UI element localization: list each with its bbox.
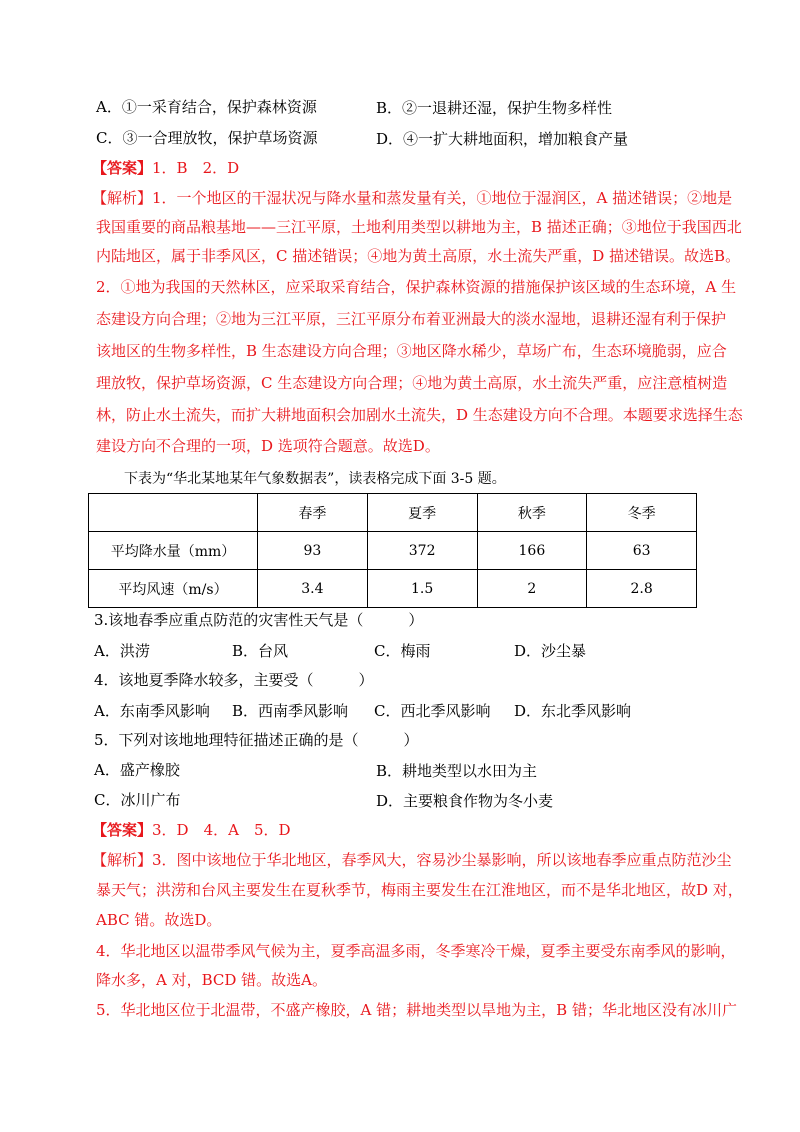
table-cell: 2.8 <box>587 570 697 608</box>
question-4-options <box>94 700 714 720</box>
analysis-line: 态建设方向合理；②地为三江平原，三江平原分布着亚洲最大的淡水湿地，退耕还湿有利于保护 <box>96 310 727 328</box>
option-c: C．梅雨 <box>374 642 431 660</box>
analysis-line: 理放牧，保护草场资源，C 生态建设方向合理；④地为黄土高原，水土流失严重，应注意植树造 <box>96 374 728 392</box>
analysis-line: 降水多，A 对，BCD 错。故选A。 <box>96 971 328 989</box>
option-d: D．主要粮食作物为冬小麦 <box>376 792 554 810</box>
option-a: A．东南季风影响 <box>94 702 210 720</box>
analysis-line: 【解析】3．图中该地位于华北地区，春季风大，容易沙尘暴影响，所以该地春季应重点防范沙尘 <box>92 851 732 869</box>
question-3-stem: 3.该地春季应重点防范的灾害性天气是（ ） <box>94 611 424 629</box>
analysis-line: 林，防止水土流失，而扩大耕地面积会加剧水土流失，D 生态建设方向不合理。本题要求选择生态 <box>96 406 743 424</box>
table-header-cell: 春季 <box>258 494 368 532</box>
question-5-stem: 5．下列对该地地理特征描述正确的是（ ） <box>94 731 419 749</box>
question-4-stem: 4．该地夏季降水较多，主要受（ ） <box>94 671 374 689</box>
option-d: D．东北季风影响 <box>514 702 632 720</box>
answer-tag: 【答案】 <box>92 821 153 839</box>
option-b: B．②一退耕还湿，保护生物多样性 <box>376 99 613 117</box>
analysis-line: 我国重要的商品粮基地——三江平原，土地利用类型以耕地为主，B 描述正确；③地位于我国西北 <box>96 218 742 236</box>
table-header-cell: 冬季 <box>587 494 697 532</box>
option-a: A．洪涝 <box>94 642 150 660</box>
analysis-line: 【解析】1．一个地区的干湿状况与降水量和蒸发量有关，①地位于湿润区，A 描述错误；②地是 <box>92 189 733 207</box>
answer-text: 3．D 4．A 5．D <box>152 821 291 839</box>
analysis-line: 该地区的生物多样性，B 生态建设方向合理；③地区降水稀少，草场广布，生态环境脆弱，应合 <box>96 342 727 360</box>
table-cell: 1.5 <box>367 570 477 608</box>
analysis-line: 内陆地区，属于非季风区，C 描述错误；④地为黄土高原，水土流失严重，D 描述错误。故选B。 <box>96 247 741 265</box>
table-cell: 63 <box>587 532 697 570</box>
analysis-line: 建设方向不合理的一项，D 选项符合题意。故选D。 <box>96 437 440 455</box>
table-header-row <box>89 494 697 532</box>
analysis-line: ABC 错。故选D。 <box>96 911 222 929</box>
option-b: B．西南季风影响 <box>232 702 349 720</box>
table-cell: 2 <box>477 570 587 608</box>
option-b: B．耕地类型以水田为主 <box>376 762 538 780</box>
weather-data-table <box>88 493 697 608</box>
table-cell: 166 <box>477 532 587 570</box>
table-header-cell: 秋季 <box>477 494 587 532</box>
answer-block-2 <box>92 820 291 840</box>
analysis-line: 2．①地为我国的天然林区，应采取采育结合，保护森林资源的措施保护该区域的生态环境，A 生 <box>96 278 737 296</box>
question-3-options <box>94 640 714 660</box>
table-row <box>89 532 697 570</box>
table-row <box>89 570 697 608</box>
option-c: C．③一合理放牧，保护草场资源 <box>96 129 318 147</box>
analysis-line: 5．华北地区位于北温带，不盛产橡胶，A 错；耕地类型以旱地为主，B 错；华北地区没有冰川广 <box>96 1001 737 1019</box>
table-intro: 下表为“华北某地某年气象数据表”，读表格完成下面 3-5 题。 <box>124 471 506 487</box>
option-c: C．西北季风影响 <box>374 702 491 720</box>
table-cell: 93 <box>258 532 368 570</box>
table-cell: 平均风速（m/s） <box>89 570 258 608</box>
table-cell: 372 <box>367 532 477 570</box>
answer-text: 1．B 2．D <box>152 159 240 177</box>
answer-tag: 【答案】 <box>92 159 153 177</box>
table-cell: 3.4 <box>258 570 368 608</box>
analysis-line: 4．华北地区以温带季风气候为主，夏季高温多雨，冬季寒冷干燥，夏季主要受东南季风的影响， <box>96 942 736 960</box>
option-b: B．台风 <box>232 642 289 660</box>
table-header-cell <box>89 494 258 532</box>
option-a: A．盛产橡胶 <box>94 761 180 779</box>
option-a: A．①一采育结合，保护森林资源 <box>96 98 317 116</box>
answer-block-1 <box>92 158 239 178</box>
option-c: C．冰川广布 <box>94 791 181 809</box>
table-cell: 平均降水量（mm） <box>89 532 258 570</box>
option-d: D．沙尘暴 <box>514 642 587 660</box>
analysis-line: 暴天气；洪涝和台风主要发生在夏秋季节，梅雨主要发生在江淮地区，而不是华北地区，故D 对， <box>96 881 743 899</box>
table-header-cell: 夏季 <box>367 494 477 532</box>
option-d: D．④一扩大耕地面积，增加粮食产量 <box>376 130 629 148</box>
